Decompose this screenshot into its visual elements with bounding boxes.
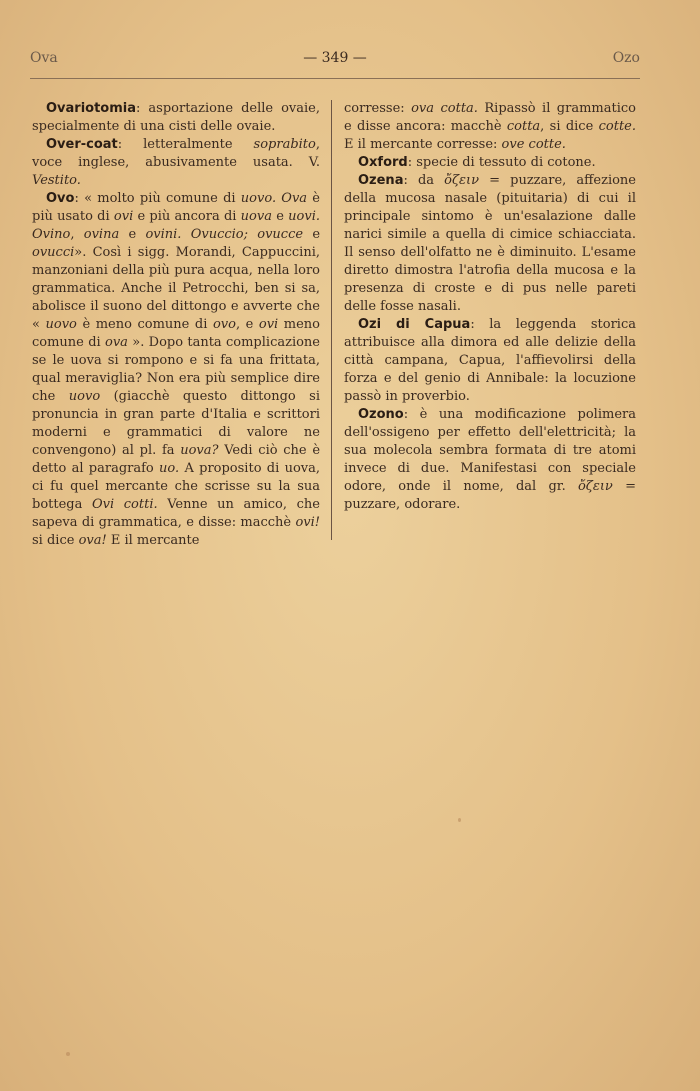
italic-text: ovi — [258, 317, 279, 332]
text: : è una modificazione polimera dell'ossigeno per effetto dell'elettricità; la sua molecola sembra formata di tre atomi invece di due. Manifestasi con speciale odore, onde il nome, dal gr. — [344, 407, 636, 494]
italic-text: uovo — [68, 389, 101, 404]
entry-ovo-continued — [344, 100, 636, 154]
text: (giacchè questo dittongo si pronuncia in gran parte d'Italia e scrittori moderni e grammatici di valore ne convengono) al pl. fa — [32, 389, 320, 458]
entry-oxford — [344, 154, 636, 172]
text: corresse: — [344, 101, 412, 116]
text: ». Dopo tanta complicazione se le uova si rompono e si fa una frittata, qual meraviglia? Non era più semplice dire che — [32, 335, 320, 404]
entry-ozi-di-capua — [344, 316, 636, 406]
italic-text: ovina — [83, 227, 120, 242]
text: , voce inglese, abusivamente usata. V. — [32, 137, 320, 170]
italic-text: ovi! — [295, 515, 320, 530]
page-number: — 349 — — [303, 50, 367, 66]
paper-stain — [458, 818, 461, 822]
text: : « molto più comune di — [74, 191, 241, 206]
running-head-right: Ozo — [612, 50, 640, 66]
italic-text: ove cotte. — [501, 137, 566, 152]
text: Venne un amico, che sapeva di grammatica, e disse: macchè — [32, 497, 320, 530]
paper-stain — [66, 1052, 70, 1056]
headword: Ozi di Capua — [358, 317, 471, 332]
headword: Ozena — [358, 173, 404, 188]
headword: Ovo — [46, 191, 75, 206]
italic-text: ovo — [212, 317, 236, 332]
italic-text: cotte. — [598, 119, 636, 134]
text: , e — [235, 317, 259, 332]
right-column — [344, 100, 636, 514]
italic-text: soprabito — [253, 137, 316, 152]
text: = puzzare, affezione della mucosa nasale (pituitaria) di cui il principale sintomo è un'esalazione dalle narici simile a quella di cimice schiacciata. Il senso dell'olfatto ne è diminuito. L'esame diretto dimostra l'atrofia della mucosa e la presenza di croste e di pus nelle pareti delle fosse nasali. — [344, 173, 637, 314]
entry-ovo — [32, 190, 320, 550]
italic-text: ova — [105, 335, 128, 350]
text: E il mercante — [106, 533, 200, 548]
text: = puzzare, odorare. — [344, 479, 636, 512]
italic-text: cotta — [506, 119, 541, 134]
text: si dice — [32, 533, 79, 548]
italic-text: uova? — [180, 443, 219, 458]
text: ». Così i sigg. Morandi, Cappuccini, manzoniani della più pura acqua, nella loro grammatica. Anche il Petrocchi, ben si sa, abolisce il suono del dittongo e avverte che « — [32, 245, 320, 332]
text: A proposito di uova, ci fu quel mercante che scrisse su la sua bottega — [32, 461, 321, 512]
italic-text: uovo — [45, 317, 77, 332]
definition: : la leggenda storica attribuisce alla dimora ed alle delizie della città campana, Capua, l'affievolirsi della forza e del genio di Annibale: la locuzione passò in proverbio. — [344, 317, 636, 404]
italic-text: uova — [240, 209, 272, 224]
text: Vedi ciò che è detto al paragrafo — [32, 443, 321, 476]
text: : da — [403, 173, 445, 188]
column-divider — [331, 100, 332, 540]
text: , si dice — [540, 119, 599, 134]
headword: Ovariotomia — [46, 101, 137, 116]
entry-ozono — [344, 406, 636, 514]
italic-text: ὄζειν — [577, 479, 613, 494]
italic-text: Vestito. — [32, 173, 81, 188]
italic-text: ova! — [78, 533, 107, 548]
entry-ozena — [344, 172, 636, 316]
text: e — [271, 209, 289, 224]
italic-text: uovi. Ovino — [32, 209, 320, 242]
text: , — [70, 227, 84, 242]
page-header — [30, 50, 640, 72]
entry-over-coat — [32, 136, 320, 190]
italic-text: ovini. Ovuccio; ovucce — [145, 227, 304, 242]
entry-ovariotomia — [32, 100, 320, 136]
italic-text: ovucci — [32, 245, 75, 260]
italic-text: uo. — [159, 461, 180, 476]
italic-text: uovo. Ova — [240, 191, 308, 206]
headword: Over-coat — [46, 137, 118, 152]
text: : letteralmente — [117, 137, 254, 152]
text: e più ancora di — [133, 209, 241, 224]
text: e — [119, 227, 146, 242]
text: è meno comune di — [76, 317, 213, 332]
italic-text: ova cotta. — [411, 101, 478, 116]
italic-text: ovi — [113, 209, 134, 224]
headword: Ozono — [358, 407, 404, 422]
text: meno comune di — [32, 317, 320, 350]
running-head-left: Ova — [30, 50, 58, 66]
text: Ripassò il grammatico e disse ancora: macchè — [344, 101, 636, 134]
text: E il mercante corresse: — [344, 137, 502, 152]
headword: Oxford — [358, 155, 408, 170]
text: e — [303, 227, 321, 242]
definition: : specie di tessuto di cotone. — [407, 155, 596, 170]
definition: : asportazione delle ovaie, specialmente di una cisti delle ovaie. — [32, 101, 320, 134]
text: è più usato di — [32, 191, 320, 224]
header-rule — [30, 78, 640, 79]
italic-text: ὄζειν — [444, 173, 480, 188]
left-column — [32, 100, 320, 550]
italic-text: Ovi cotti. — [91, 497, 158, 512]
